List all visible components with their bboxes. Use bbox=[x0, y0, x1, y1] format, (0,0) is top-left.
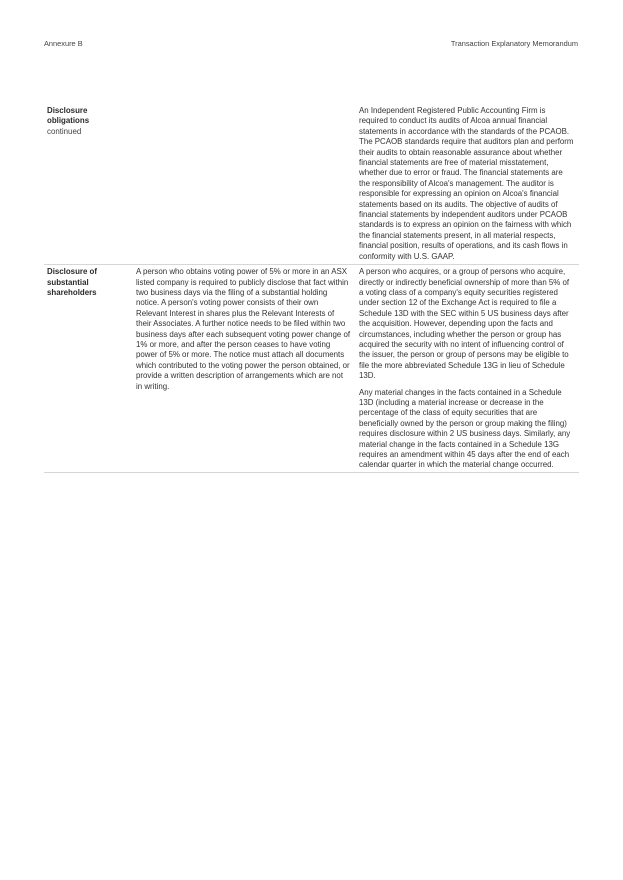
us-paragraph: Any material changes in the facts contained in a Schedule 13D (including a material increase or decrease in the percentage of the class of equity securities that are beneficially owned by the person or group making the filing) requires disclosure within 2 US business days. Similarly, any material change in the facts contained in a Schedule 13G requires an amendment within 45 days after the end of each calendar quarter in which the material change occurred. bbox=[359, 387, 571, 470]
topic-cell bbox=[44, 106, 133, 264]
table-row bbox=[44, 265, 579, 473]
us-cell bbox=[355, 265, 579, 472]
asx-paragraph: A person who obtains voting power of 5% or more in an ASX listed company is required to publicly disclose that fact within two business days via the filing of a substantial holding notice. A person's voting power consists of their own Relevant Interest in shares plus the Relevant Interests of their Associates. A further notice needs to be filed within two business days after each subsequent voting power change of 1% or more, and after the person ceases to have voting power of 5% or more. The notice must attach all documents which contributed to the voting power the person obtained, or provide a written description of arrangements which are not in writing. bbox=[136, 267, 351, 391]
us-paragraph: An Independent Registered Public Accounting Firm is required to conduct its audits of Alcoa annual financial statements in accordance with the standards of the PCAOB. The PCAOB standards require that auditors plan and perform their audits to obtain reasonable assurance about whether financial statements are free of material misstatement, whether due to error or fraud. The financial statements are the responsibility of Alcoa's management. The auditor is responsible for expressing an opinion on Alcoa's financial statements based on its audits. The objective of audits of financial statements by independent auditors under PCAOB standards is to express an opinion on the fairness with which the financial statements present, in all material respects, financial position, results of operations, and its cash flows in conformity with U.S. GAAP. bbox=[359, 106, 574, 261]
asx-cell bbox=[133, 106, 355, 264]
topic-cell bbox=[44, 265, 133, 472]
topic-title: Disclosure of substantial shareholders bbox=[47, 267, 97, 297]
table-row bbox=[44, 106, 579, 265]
asx-cell bbox=[133, 265, 355, 472]
comparison-table bbox=[44, 106, 579, 473]
us-paragraph: A person who acquires, or a group of persons who acquire, directly or indirectly beneficial ownership of more than 5% of a voting class of a company's equity securities registered under section 12 of the Exchange Act is required to file a Schedule 13D with the SEC within 5 US business days after the acquisition. However, depending upon the facts and circumstances, including whether the person or group has acquired the security with no intent of influencing control of the issuer, the person or group of persons may be eligible to file the more abbreviated Schedule 13G in lieu of Schedule 13D. bbox=[359, 267, 570, 381]
topic-title: Disclosure obligations bbox=[47, 106, 90, 126]
header-annexure-label: Annexure B bbox=[44, 39, 83, 48]
header-document-title: Transaction Explanatory Memorandum bbox=[450, 39, 578, 48]
us-cell bbox=[355, 106, 579, 264]
topic-continued-label: continued bbox=[47, 126, 82, 136]
